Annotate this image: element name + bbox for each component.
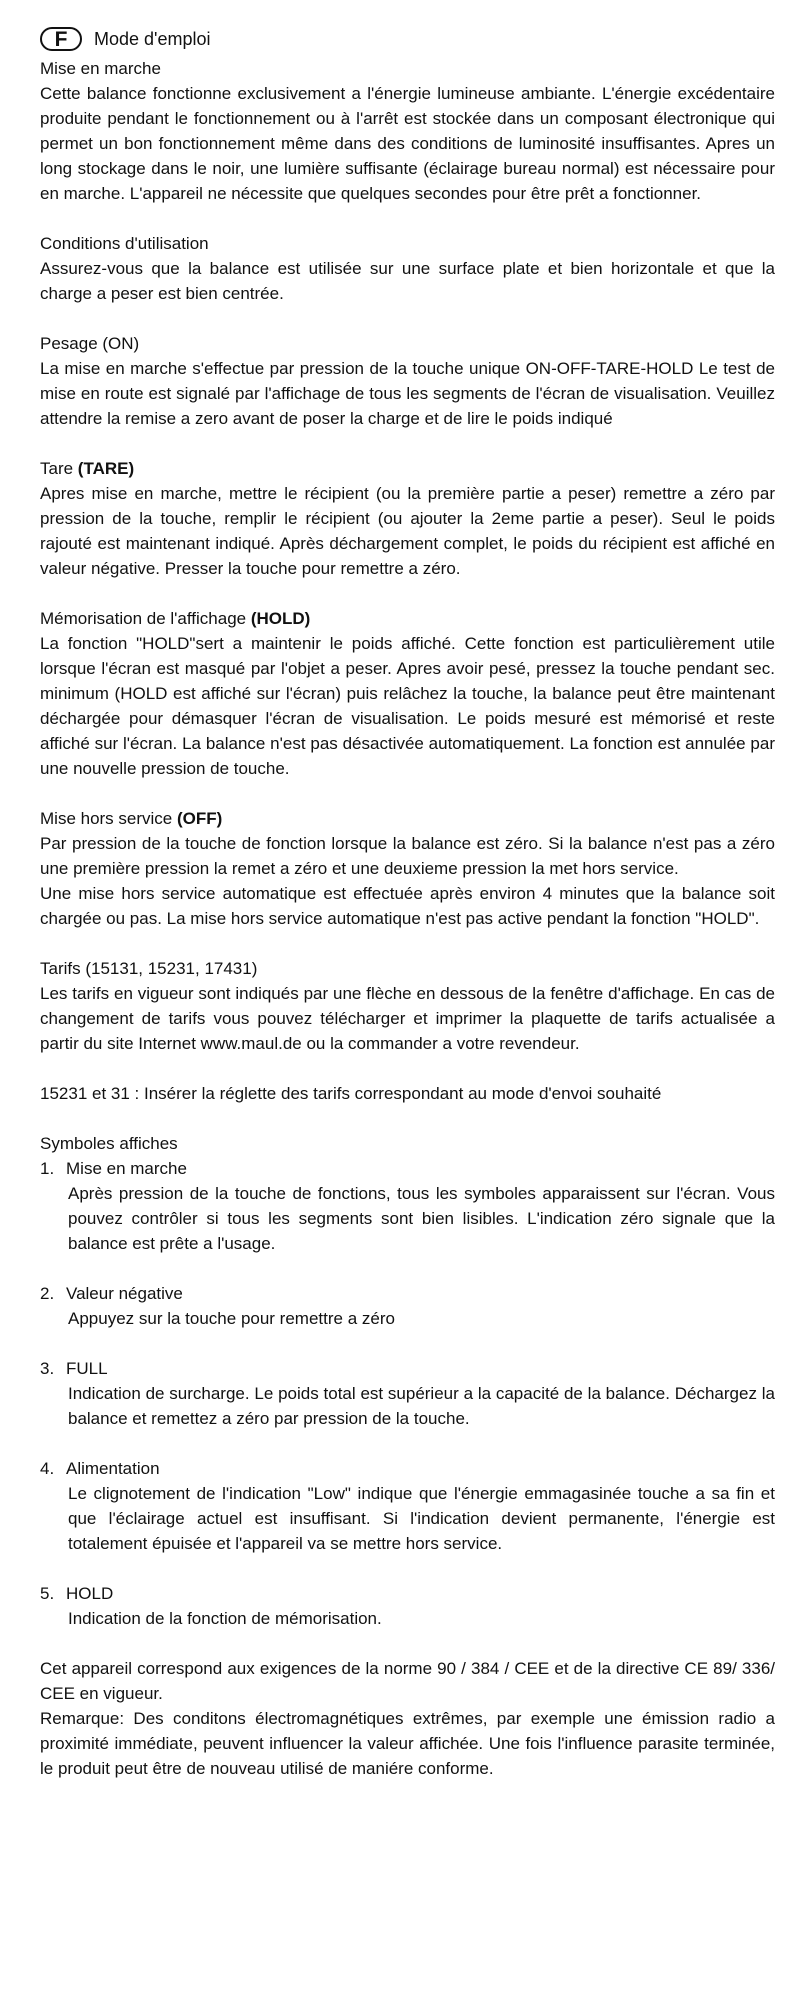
item-text: Appuyez sur la touche pour remettre a zéro	[68, 1309, 395, 1328]
item-number: 3.	[40, 1359, 55, 1378]
section-symbols	[40, 1131, 775, 1631]
manual-page	[40, 24, 775, 1781]
section-hold	[40, 606, 775, 781]
symbols-title: Symboles affiches	[40, 1134, 178, 1153]
section-conditions	[40, 231, 775, 306]
tarif-note	[40, 1081, 775, 1106]
section-text: La fonction "HOLD"sert a maintenir le poids affiché. Cette fonction est particulièrement utile lorsque l'écran est masqué par l'objet a peser. Apres avoir pesé, pressez la touche pendant sec. minimum (HOLD est affiché sur l'écran) puis relâchez la touche, la balance peut être maintenant déchargée pour démasquer l'écran de visualisation. Le poids mesuré est mémorisé et reste affiché sur l'écran. La balance n'est pas désactivée automatiquement. La fonction est annulée par une nouvelle pression de touche.	[40, 634, 775, 778]
section-text-2: Une mise hors service automatique est effectuée après environ 4 minutes que la balance soit chargée ou pas. La mise hors service automatique n'est pas active pendant la fonction "HOLD".	[40, 884, 775, 928]
section-title: Tare (TARE)	[40, 459, 135, 478]
tarif-note-text: 15231 et 31 : Insérer la réglette des tarifs correspondant au mode d'envoi souhaité	[40, 1084, 662, 1103]
item-number: 5.	[40, 1584, 55, 1603]
section-text: Apres mise en marche, mettre le récipient (ou la première partie a peser) remettre a zéro par pression de la touche, remplir le récipient (ou ajouter la 2eme partie a peser). Seul le poids rajouté est maintenant indiqué. Après déchargement complet, le poids du récipient est affiché en valeur négative. Presser la touche pour remettre a zéro.	[40, 484, 775, 578]
item-text: Le clignotement de l'indication "Low" indique que l'énergie emmagasinée touche a sa fin et que l'éclairage actuel est insuffisant. Si l'indication devient permanente, l'énergie est totalement épuisée et l'appareil va se mettre hors service.	[68, 1484, 775, 1553]
list-item	[40, 1581, 775, 1631]
section-mise-en-marche	[40, 56, 775, 206]
item-text: Après pression de la touche de fonctions, tous les symboles apparaissent sur l'écran. Vous pouvez contrôler si tous les segments sont bien lisibles. L'indication zéro signale que la balance est prête a l'usage.	[68, 1184, 775, 1253]
remark-text: Remarque: Des conditons électromagnétiques extrêmes, par exemple une émission radio a proximité immédiate, peuvent influencer la valeur affichée. Une fois l'influence parasite terminée, le produit peut être de nouveau utilisé de maniére conforme.	[40, 1709, 775, 1778]
list-item	[40, 1281, 775, 1331]
item-number: 1.	[40, 1159, 55, 1178]
section-title: Mise hors service (OFF)	[40, 809, 223, 828]
language-badge: F	[40, 27, 82, 51]
section-title: Pesage (ON)	[40, 334, 140, 353]
item-label: Alimentation	[66, 1459, 160, 1478]
section-tare	[40, 456, 775, 581]
section-text: Cette balance fonctionne exclusivement a l'énergie lumineuse ambiante. L'énergie excédentaire produite pendant le fonctionnement ou à l'arrêt est stockée dans un composant électronique qui permet un bon fonctionnement même dans des conditions de luminosité insuffisantes. Apres un long stockage dans le noir, une lumière suffisante (éclairage bureau normal) est nécessaire pour en marche. L'appareil ne nécessite que quelques secondes pour être prêt a fonctionner.	[40, 84, 775, 203]
section-pesage	[40, 331, 775, 431]
list-item	[40, 1356, 775, 1431]
page-title: Mode d'emploi	[94, 28, 211, 49]
item-label: HOLD	[66, 1584, 114, 1603]
item-text: Indication de la fonction de mémorisation.	[68, 1609, 382, 1628]
section-title: Mémorisation de l'affichage (HOLD)	[40, 609, 311, 628]
list-item	[40, 1156, 775, 1256]
footer	[40, 1656, 775, 1781]
item-number: 2.	[40, 1284, 55, 1303]
item-label: Mise en marche	[66, 1159, 187, 1178]
section-title: Mise en marche	[40, 59, 161, 78]
section-text: Assurez-vous que la balance est utilisée sur une surface plate et bien horizontale et que la charge a peser est bien centrée.	[40, 259, 775, 303]
section-text: Par pression de la touche de fonction lorsque la balance est zéro. Si la balance n'est pas a zéro une première pression la remet a zéro et une deuxieme pression la met hors service.	[40, 834, 775, 878]
item-text: Indication de surcharge. Le poids total est supérieur a la capacité de la balance. Déchargez la balance et remettez a zéro par pression de la touche.	[68, 1384, 775, 1428]
section-off	[40, 806, 775, 931]
page-header	[40, 24, 775, 54]
conformity-text: Cet appareil correspond aux exigences de la norme 90 / 384 / CEE et de la directive CE 89/ 336/ CEE en vigueur.	[40, 1659, 775, 1703]
item-label: Valeur négative	[66, 1284, 183, 1303]
section-tarifs	[40, 956, 775, 1056]
symbols-list	[40, 1156, 775, 1631]
item-number: 4.	[40, 1459, 55, 1478]
list-item	[40, 1456, 775, 1556]
section-text: La mise en marche s'effectue par pression de la touche unique ON-OFF-TARE-HOLD Le test de mise en route est signalé par l'affichage de tous les segments de l'écran de visualisation. Veuillez attendre la remise a zero avant de poser la charge et de lire le poids indiqué	[40, 359, 775, 428]
section-title: Tarifs (15131, 15231, 17431)	[40, 959, 258, 978]
item-label: FULL	[66, 1359, 108, 1378]
section-title: Conditions d'utilisation	[40, 234, 209, 253]
section-text: Les tarifs en vigueur sont indiqués par une flèche en dessous de la fenêtre d'affichage. En cas de changement de tarifs vous pouvez télécharger et imprimer la plaquette de tarifs actualisée a partir du site Internet www.maul.de ou la commander a votre revendeur.	[40, 984, 775, 1053]
